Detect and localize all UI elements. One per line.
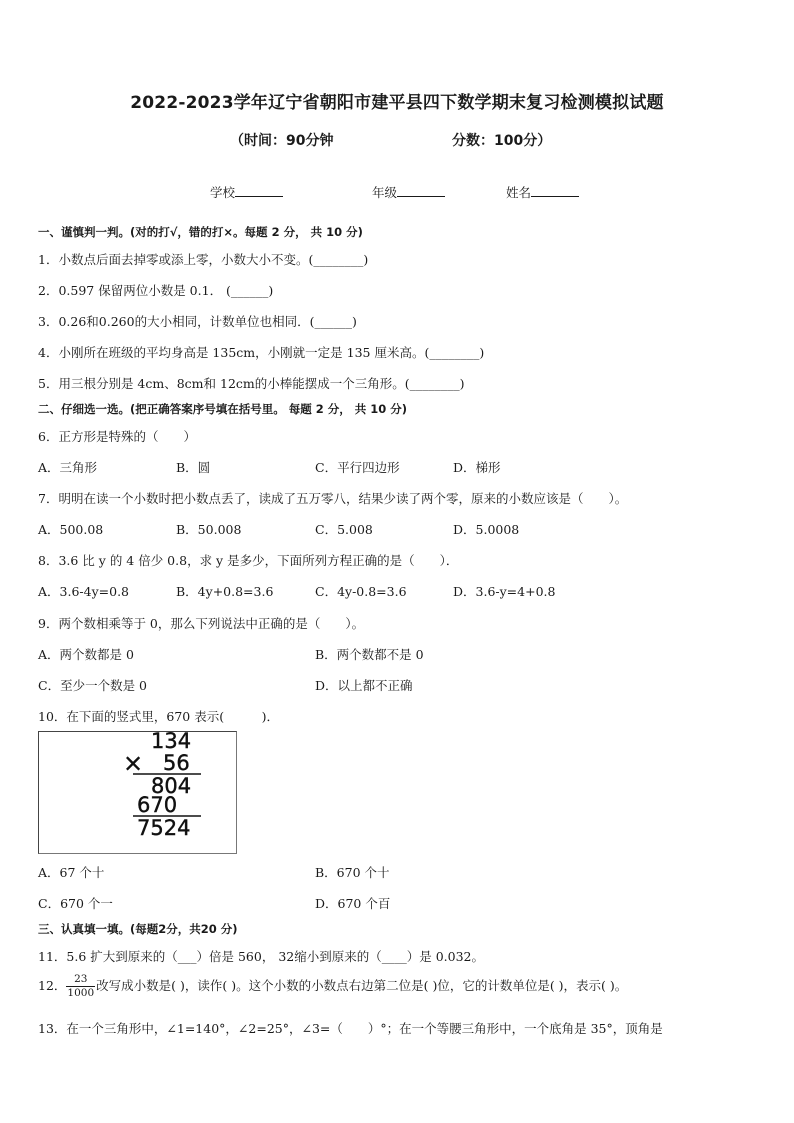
question-13: 13．在一个三角形中，∠1=140°，∠2=25°，∠3=（ ）°；在一个等腰三角形中，一个底角是 35°，顶角是: [38, 1021, 663, 1036]
option-8d: D．3.6-y=4+0.8: [453, 584, 556, 599]
grade-label: 年级: [372, 185, 398, 200]
question-12-text: 改写成小数是( )，读作( )。这个小数的小数点右边第二位是( )位，它的计数单位是( )，表示( )。: [96, 978, 628, 993]
name-field: [506, 183, 579, 201]
question-11: 11．5.6 扩大到原来的（___）倍是 560， 32缩小到原来的（____）是 0.032。: [38, 949, 484, 964]
option-8c: C．4y-0.8=3.6: [315, 584, 407, 599]
option-6a: A．三角形: [38, 460, 98, 475]
exam-score: 分数：100分）: [452, 133, 552, 149]
question-8: 8．3.6 比 y 的 4 倍少 0.8，求 y 是多少，下面所列方程正确的是（ ）．: [38, 553, 459, 568]
option-10a: A．67 个十: [38, 865, 105, 880]
option-6c: C．平行四边形: [315, 460, 400, 475]
partial-product-2: 670: [137, 793, 178, 817]
exam-title: 2022-2023学年辽宁省朝阳市建平县四下数学期末复习检测模拟试题: [130, 93, 664, 113]
partial-product-1: 804: [151, 774, 192, 798]
question-10: 10．在下面的竖式里，670 表示( )．: [38, 709, 279, 724]
section-3-heading: 三、认真填一填。(每题2分，共20 分): [38, 922, 238, 936]
option-7a: A．500.08: [38, 522, 104, 537]
school-label: 学校: [210, 185, 236, 200]
multiplier: 56: [163, 751, 190, 775]
option-7c: C．5.008: [315, 522, 373, 537]
option-10d: D．670 个百: [315, 896, 391, 911]
school-blank: [235, 184, 283, 197]
school-field: [210, 183, 283, 201]
fraction-numerator: 23: [66, 973, 95, 987]
section-1-heading: 一、谨慎判一判。(对的打√，错的打×。每题 2 分， 共 10 分): [38, 225, 363, 239]
section-2-heading: 二、仔细选一选。(把正确答案序号填在括号里。 每题 2 分， 共 10 分): [38, 402, 408, 416]
question-12-label: 12．: [38, 978, 67, 993]
option-8b: B．4y+0.8=3.6: [176, 584, 274, 599]
question-6: 6．正方形是特殊的（ ）: [38, 429, 196, 444]
exam-time: （时间：90分钟: [230, 133, 334, 149]
grade-blank: [397, 184, 445, 197]
option-6b: B．圆: [176, 460, 211, 475]
multiplication-svg: [39, 732, 236, 853]
question-5: 5．用三根分别是 4cm、8cm和 12cm的小棒能摆成一个三角形。(________): [38, 376, 465, 391]
option-6d: D．梯形: [453, 460, 501, 475]
name-blank: [531, 184, 579, 197]
question-1: 1．小数点后面去掉零或添上零，小数大小不变。(________): [38, 252, 369, 267]
question-4: 4．小刚所在班级的平均身高是 135cm，小刚就一定是 135 厘米高。(________): [38, 345, 485, 360]
question-3: 3．0.26和0.260的大小相同，计数单位也相同．(______): [38, 314, 357, 329]
option-10c: C．670 个一: [38, 896, 113, 911]
fraction: [66, 973, 95, 1000]
option-7d: D．5.0008: [453, 522, 520, 537]
option-9d: D．以上都不正确: [315, 678, 413, 693]
option-7b: B．50.008: [176, 522, 242, 537]
multiplicand: 134: [151, 732, 192, 753]
option-9b: B．两个数都不是 0: [315, 647, 424, 662]
grade-field: [372, 183, 445, 201]
question-7: 7．明明在读一个小数时把小数点丢了，读成了五万零八，结果少读了两个零，原来的小数应该是（ ）。: [38, 491, 628, 506]
option-8a: A．3.6-4y=0.8: [38, 584, 129, 599]
question-12: [38, 973, 627, 1000]
fraction-denominator: 1000: [67, 987, 95, 999]
option-9a: A．两个数都是 0: [38, 647, 134, 662]
option-9c: C．至少一个数是 0: [38, 678, 147, 693]
option-10b: B．670 个十: [315, 865, 390, 880]
name-label: 姓名: [506, 185, 532, 200]
times-sign: ×: [123, 749, 144, 777]
final-product: 7524: [137, 816, 191, 840]
question-2: 2．0.597 保留两位小数是 0.1． (______): [38, 283, 274, 298]
vertical-multiplication-figure: [38, 731, 237, 854]
question-9: 9．两个数相乘等于 0，那么下列说法中正确的是（ ）。: [38, 616, 365, 631]
